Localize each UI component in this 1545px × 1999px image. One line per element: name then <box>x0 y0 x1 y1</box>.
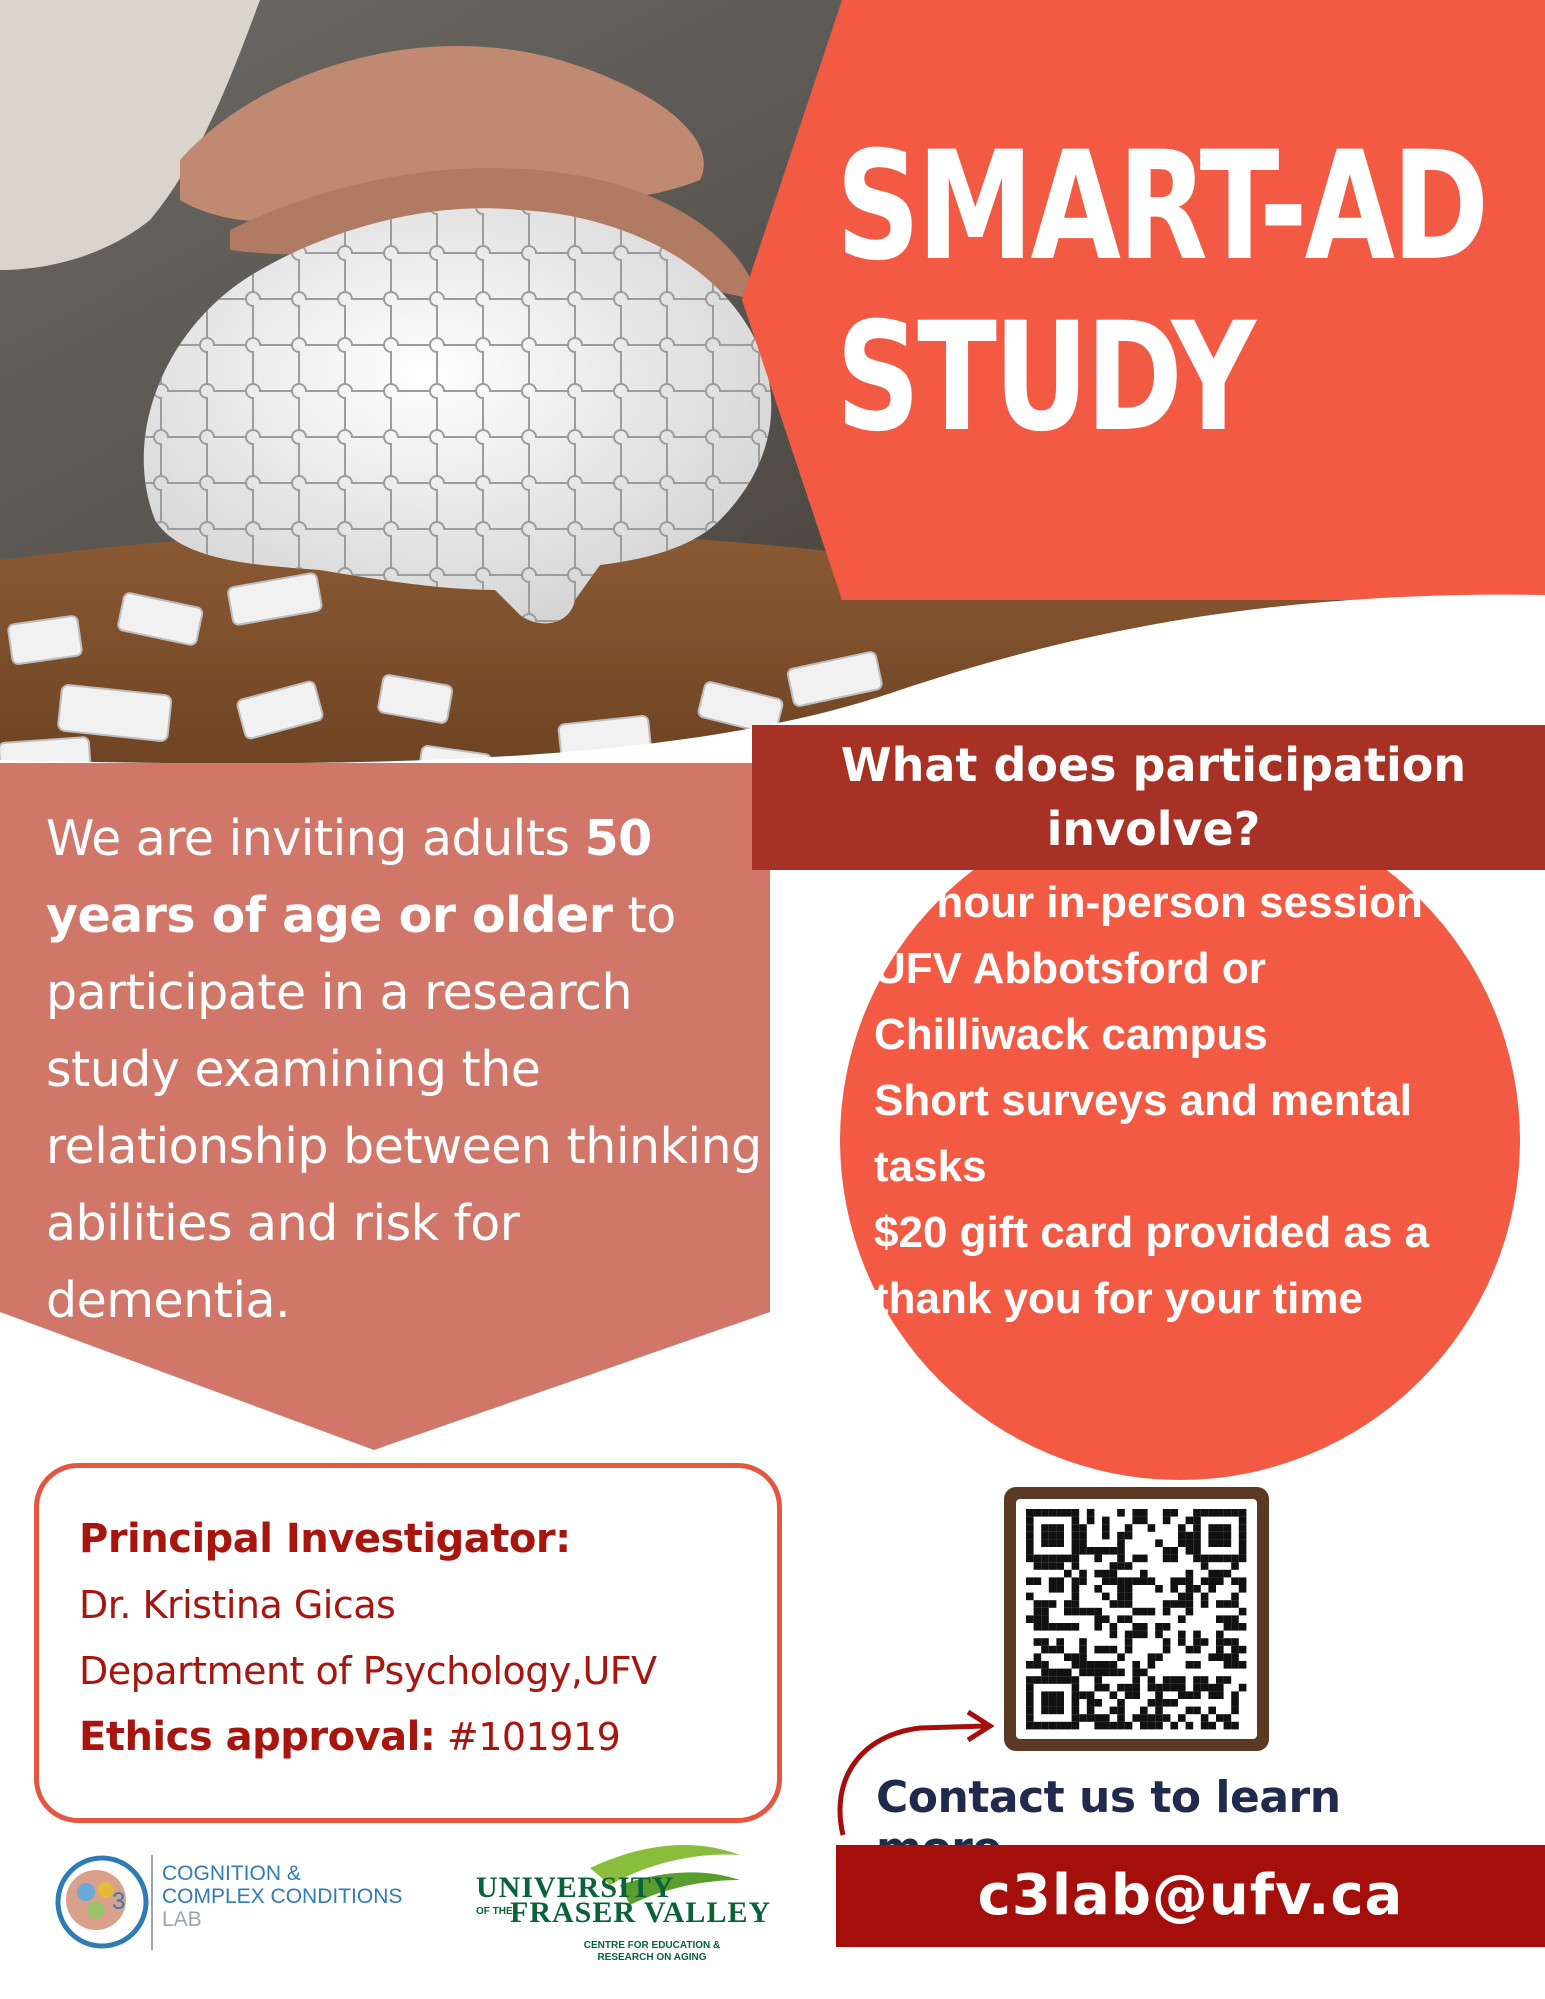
contact-email[interactable]: c3lab@ufv.ca <box>836 1845 1545 1947</box>
participation-list <box>828 870 1488 1332</box>
c3-logo-mark: 3 <box>112 1888 126 1915</box>
ufv-logo-university: UNIVERSITY <box>476 1871 675 1904</box>
c3-logo-line-2: COMPLEX CONDITIONS <box>162 1885 403 1908</box>
ufv-logo-fraser-valley: FRASER VALLEY <box>510 1896 772 1929</box>
title-line-2: STUDY <box>836 291 1253 465</box>
title-line-1: SMART-AD <box>836 120 1486 294</box>
ethics-number: #101919 <box>435 1715 621 1759</box>
invitation-part-1: We are inviting adults <box>46 810 585 867</box>
participation-item: $20 gift card provided as a thank you for your time <box>828 1200 1488 1332</box>
ethics-approval <box>79 1704 777 1770</box>
c3-logo-line-1: COGNITION & <box>162 1862 301 1885</box>
invitation-part-2: to participate in a research study examining the relationship between thinking abilities and risk for dementia. <box>46 887 762 1329</box>
ufv-centre-line-2: RESEARCH ON AGING <box>597 1952 707 1963</box>
qr-code-image <box>1016 1499 1257 1739</box>
ufv-centre-line-1: CENTRE FOR EDUCATION & <box>583 1940 721 1951</box>
investigator-box <box>34 1463 782 1823</box>
c3-logo <box>162 1862 402 1931</box>
participation-item: ~1 hour in-person session at UFV Abbotsford or Chilliwack campus <box>828 870 1488 1068</box>
invitation-age-criteria: 50 years of age or older <box>46 810 652 944</box>
qr-code[interactable] <box>1004 1487 1269 1751</box>
contact-prompt: Contact us to learn <box>876 1772 1341 1823</box>
qr-pattern <box>1016 1499 1257 1739</box>
participation-heading: What does participation involve? <box>752 725 1545 870</box>
invitation-text <box>46 800 766 1339</box>
investigator-label: Principal Investigator: <box>79 1516 571 1562</box>
participation-item: Short surveys and mental tasks <box>828 1068 1488 1200</box>
investigator-department: Department of Psychology,UFV <box>79 1649 657 1693</box>
investigator-name: Dr. Kristina Gicas <box>79 1583 396 1627</box>
ufv-logo-of-the: OF THE <box>476 1906 513 1917</box>
ufv-logo-centre <box>572 1940 732 1964</box>
c3-logo-line-3: LAB <box>162 1908 202 1931</box>
ethics-label: Ethics approval: <box>79 1714 436 1760</box>
